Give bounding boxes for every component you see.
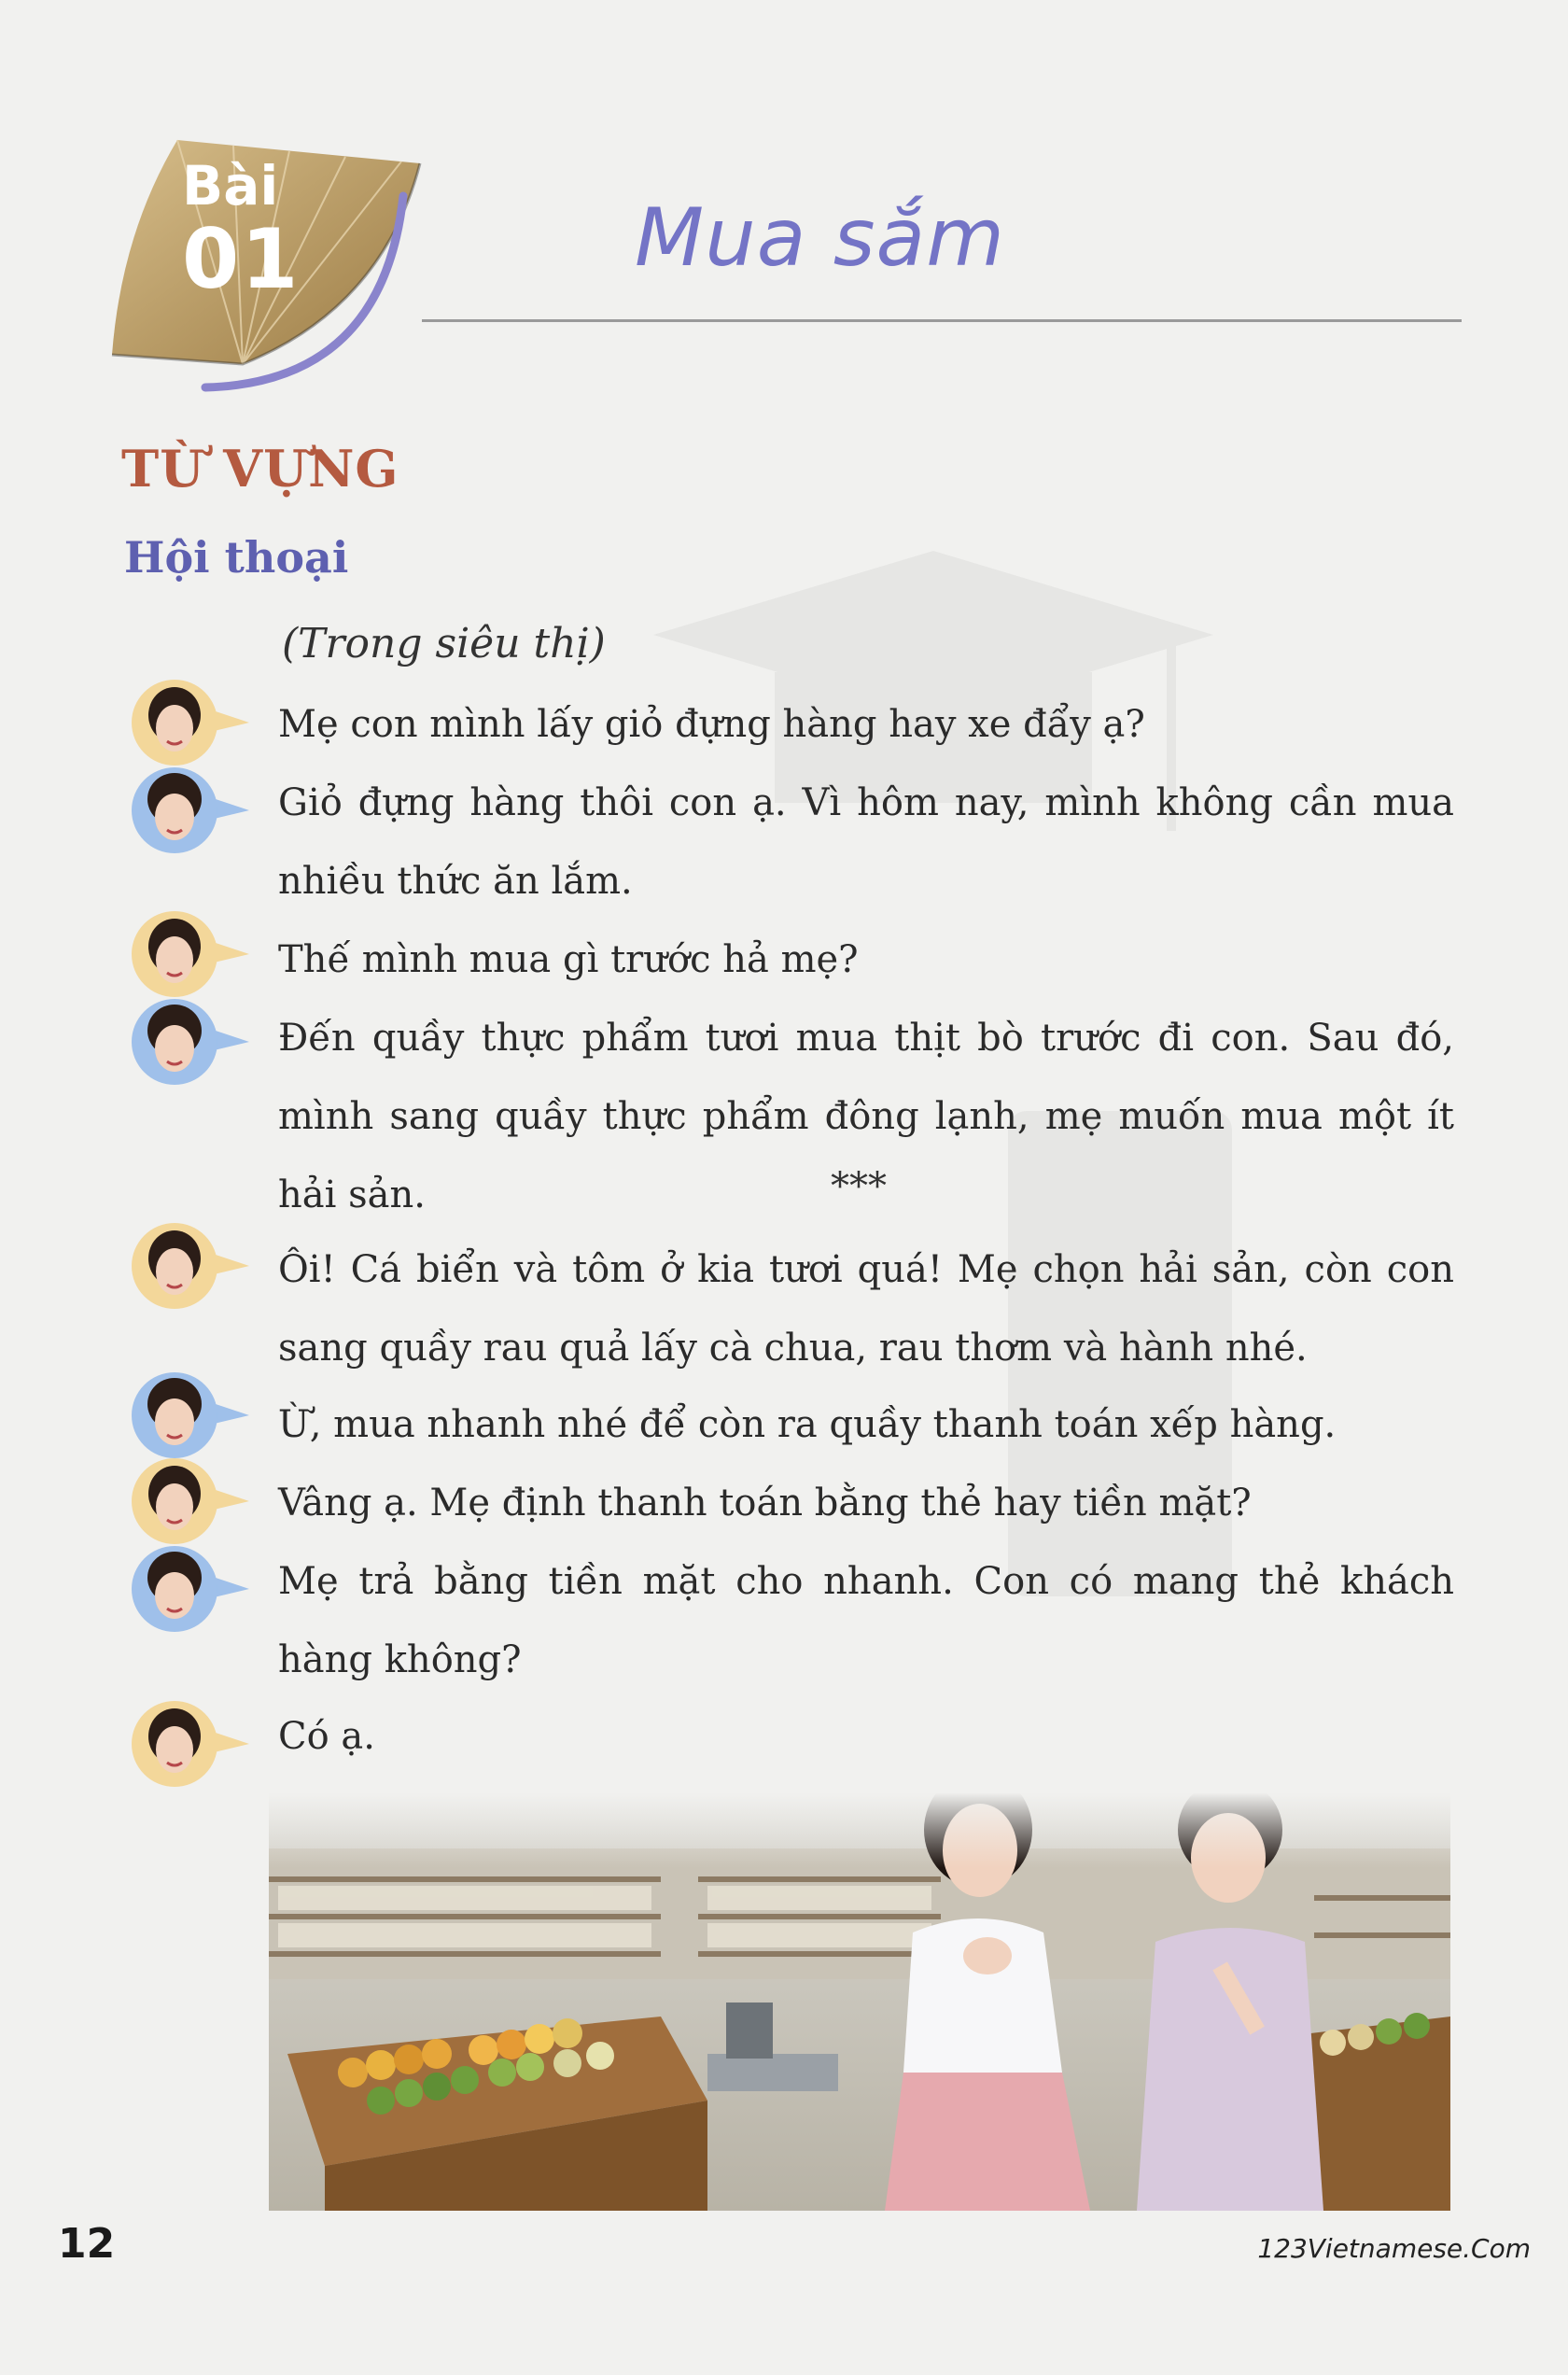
daughter-avatar-icon <box>126 1455 257 1548</box>
speech-line: Ừ, mua nhanh nhé để còn ra quầy thanh toán xếp hàng. <box>278 1403 1337 1446</box>
daughter-avatar-icon <box>126 907 257 1001</box>
speech-line: Ôi! Cá biển và tôm ở kia tươi quá! Mẹ chọn hải sản, còn con sang quầy rau quả lấy cà chua, rau thơm và hành nhé. <box>278 1248 1454 1370</box>
speech-line: Có ạ. <box>278 1715 375 1758</box>
speech-line: Thế mình mua gì trước hả mẹ? <box>278 938 859 981</box>
mother-avatar-icon <box>126 1369 257 1462</box>
daughter-avatar-icon <box>126 1219 257 1313</box>
daughter-avatar-icon <box>126 676 257 769</box>
site-watermark: 123Vietnamese.Com <box>1257 2233 1531 2264</box>
mother-avatar-icon <box>126 1542 257 1636</box>
speech-line: Mẹ con mình lấy giỏ đựng hàng hay xe đẩy ạ? <box>278 703 1145 746</box>
badge-number: 01 <box>182 211 301 307</box>
dialogue-context: (Trong siêu thị) <box>282 620 606 668</box>
section-separator: *** <box>831 1165 887 1208</box>
daughter-avatar-icon <box>126 1697 257 1791</box>
section-heading: TỪ VỰNG <box>121 439 399 499</box>
speech-line: Mẹ trả bằng tiền mặt cho nhanh. Con có mang thẻ khách hàng không? <box>278 1560 1454 1681</box>
page-number: 12 <box>58 2220 116 2268</box>
mother-avatar-icon <box>126 995 257 1089</box>
speech-line: Vâng ạ. Mẹ định thanh toán bằng thẻ hay tiền mặt? <box>278 1482 1252 1525</box>
sub-heading: Hội thoại <box>124 532 349 583</box>
lesson-title: Mua sắm <box>635 191 1006 285</box>
supermarket-photo <box>269 1792 1450 2211</box>
mother-avatar-icon <box>126 764 257 857</box>
badge-word: Bài <box>182 154 279 218</box>
speech-line: Giỏ đựng hàng thôi con ạ. Vì hôm nay, mình không cần mua nhiều thức ăn lắm. <box>278 781 1454 903</box>
speech-line: Đến quầy thực phẩm tươi mua thịt bò trước đi con. Sau đó, mình sang quầy thực phẩm đông lạnh, mẹ muốn mua một ít hải sản. <box>278 1017 1454 1216</box>
